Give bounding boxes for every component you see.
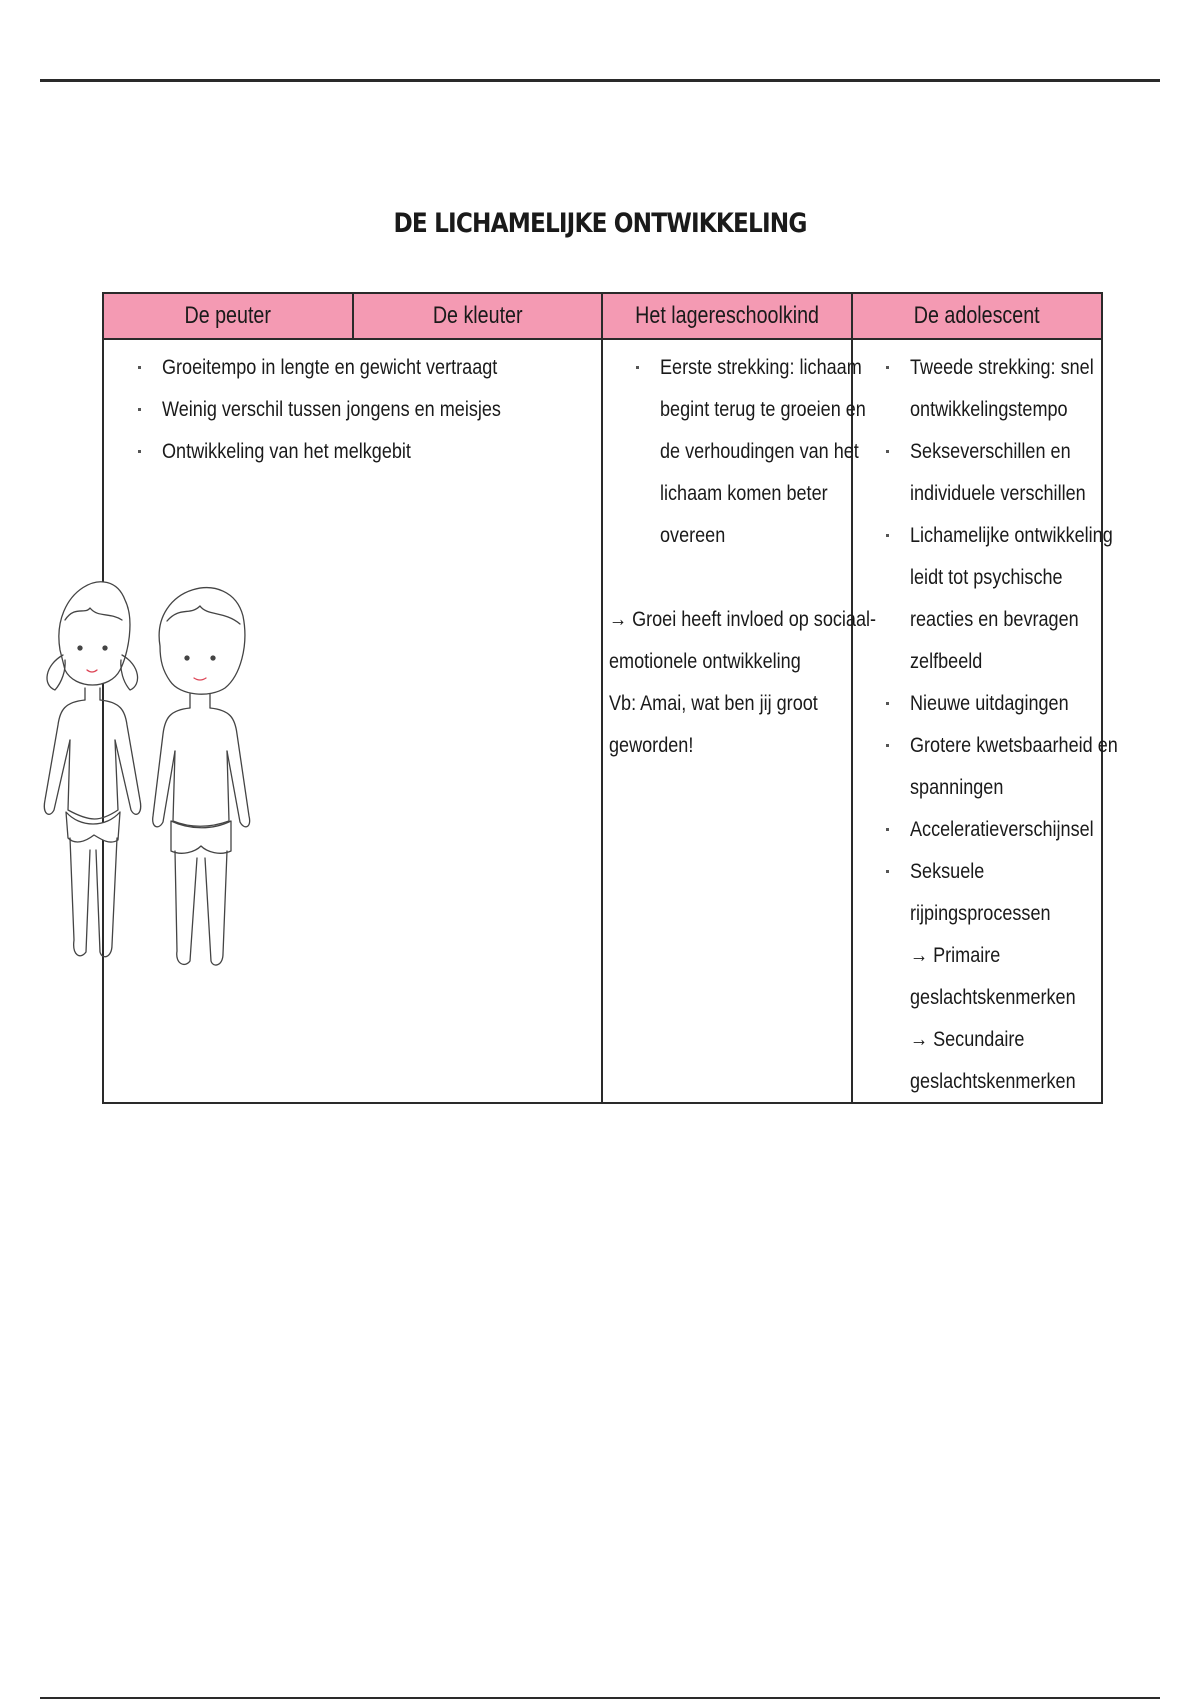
lagereschoolkind-list [660,346,866,556]
table-header-row [103,293,1102,339]
page-title: DE LICHAMELIJKE ONTWIKKELING [393,208,807,239]
list-item: Nieuwe uitdagingen [910,682,1104,724]
list-item: Grotere kwetsbaarheid en spanningen [910,724,1104,808]
growth-note: → Groei heeft invloed op sociaal- emotionele ontwikkeling Vb: Amai, wat ben jij groot geworden! [609,607,877,757]
cell-adolescent [852,339,1118,1103]
list-item: Weinig verschil tussen jongens en meisjes [162,388,601,430]
list-item: Seksuele rijpingsprocessen → Primaire geslachtskenmerken → Secundaire geslachtskenmerken [910,850,1104,1102]
list-item: Ontwikkeling van het melkgebit [162,430,601,472]
bottom-rule [40,1697,1160,1699]
children-illustration [30,560,270,1030]
list-item: Sekseverschillen en individuele verschillen [910,430,1104,514]
list-item: Groeitempo in lengte en gewicht vertraagt [162,346,601,388]
girl-figure [44,582,140,957]
adolescent-list [910,346,1118,1102]
top-rule [40,79,1160,82]
header-kleuter: De kleuter [353,293,602,339]
header-adolescent: De adolescent [852,293,1102,339]
list-item: Acceleratieverschijnsel [910,808,1104,850]
peuter-kleuter-list [162,346,601,472]
header-peuter: De peuter [103,293,353,339]
list-item: Eerste strekking: lichaam begint terug te groeien en de verhoudingen van het lichaam komen beter overeen [660,346,856,556]
header-lagereschoolkind: Het lagereschoolkind [602,293,852,339]
boy-figure [153,588,250,965]
list-item: Lichamelijke ontwikkeling leidt tot psychische reacties en bevragen zelfbeeld [910,514,1104,682]
list-item: Tweede strekking: snel ontwikkelingstempo [910,346,1104,430]
cell-lagereschoolkind [602,339,877,1103]
